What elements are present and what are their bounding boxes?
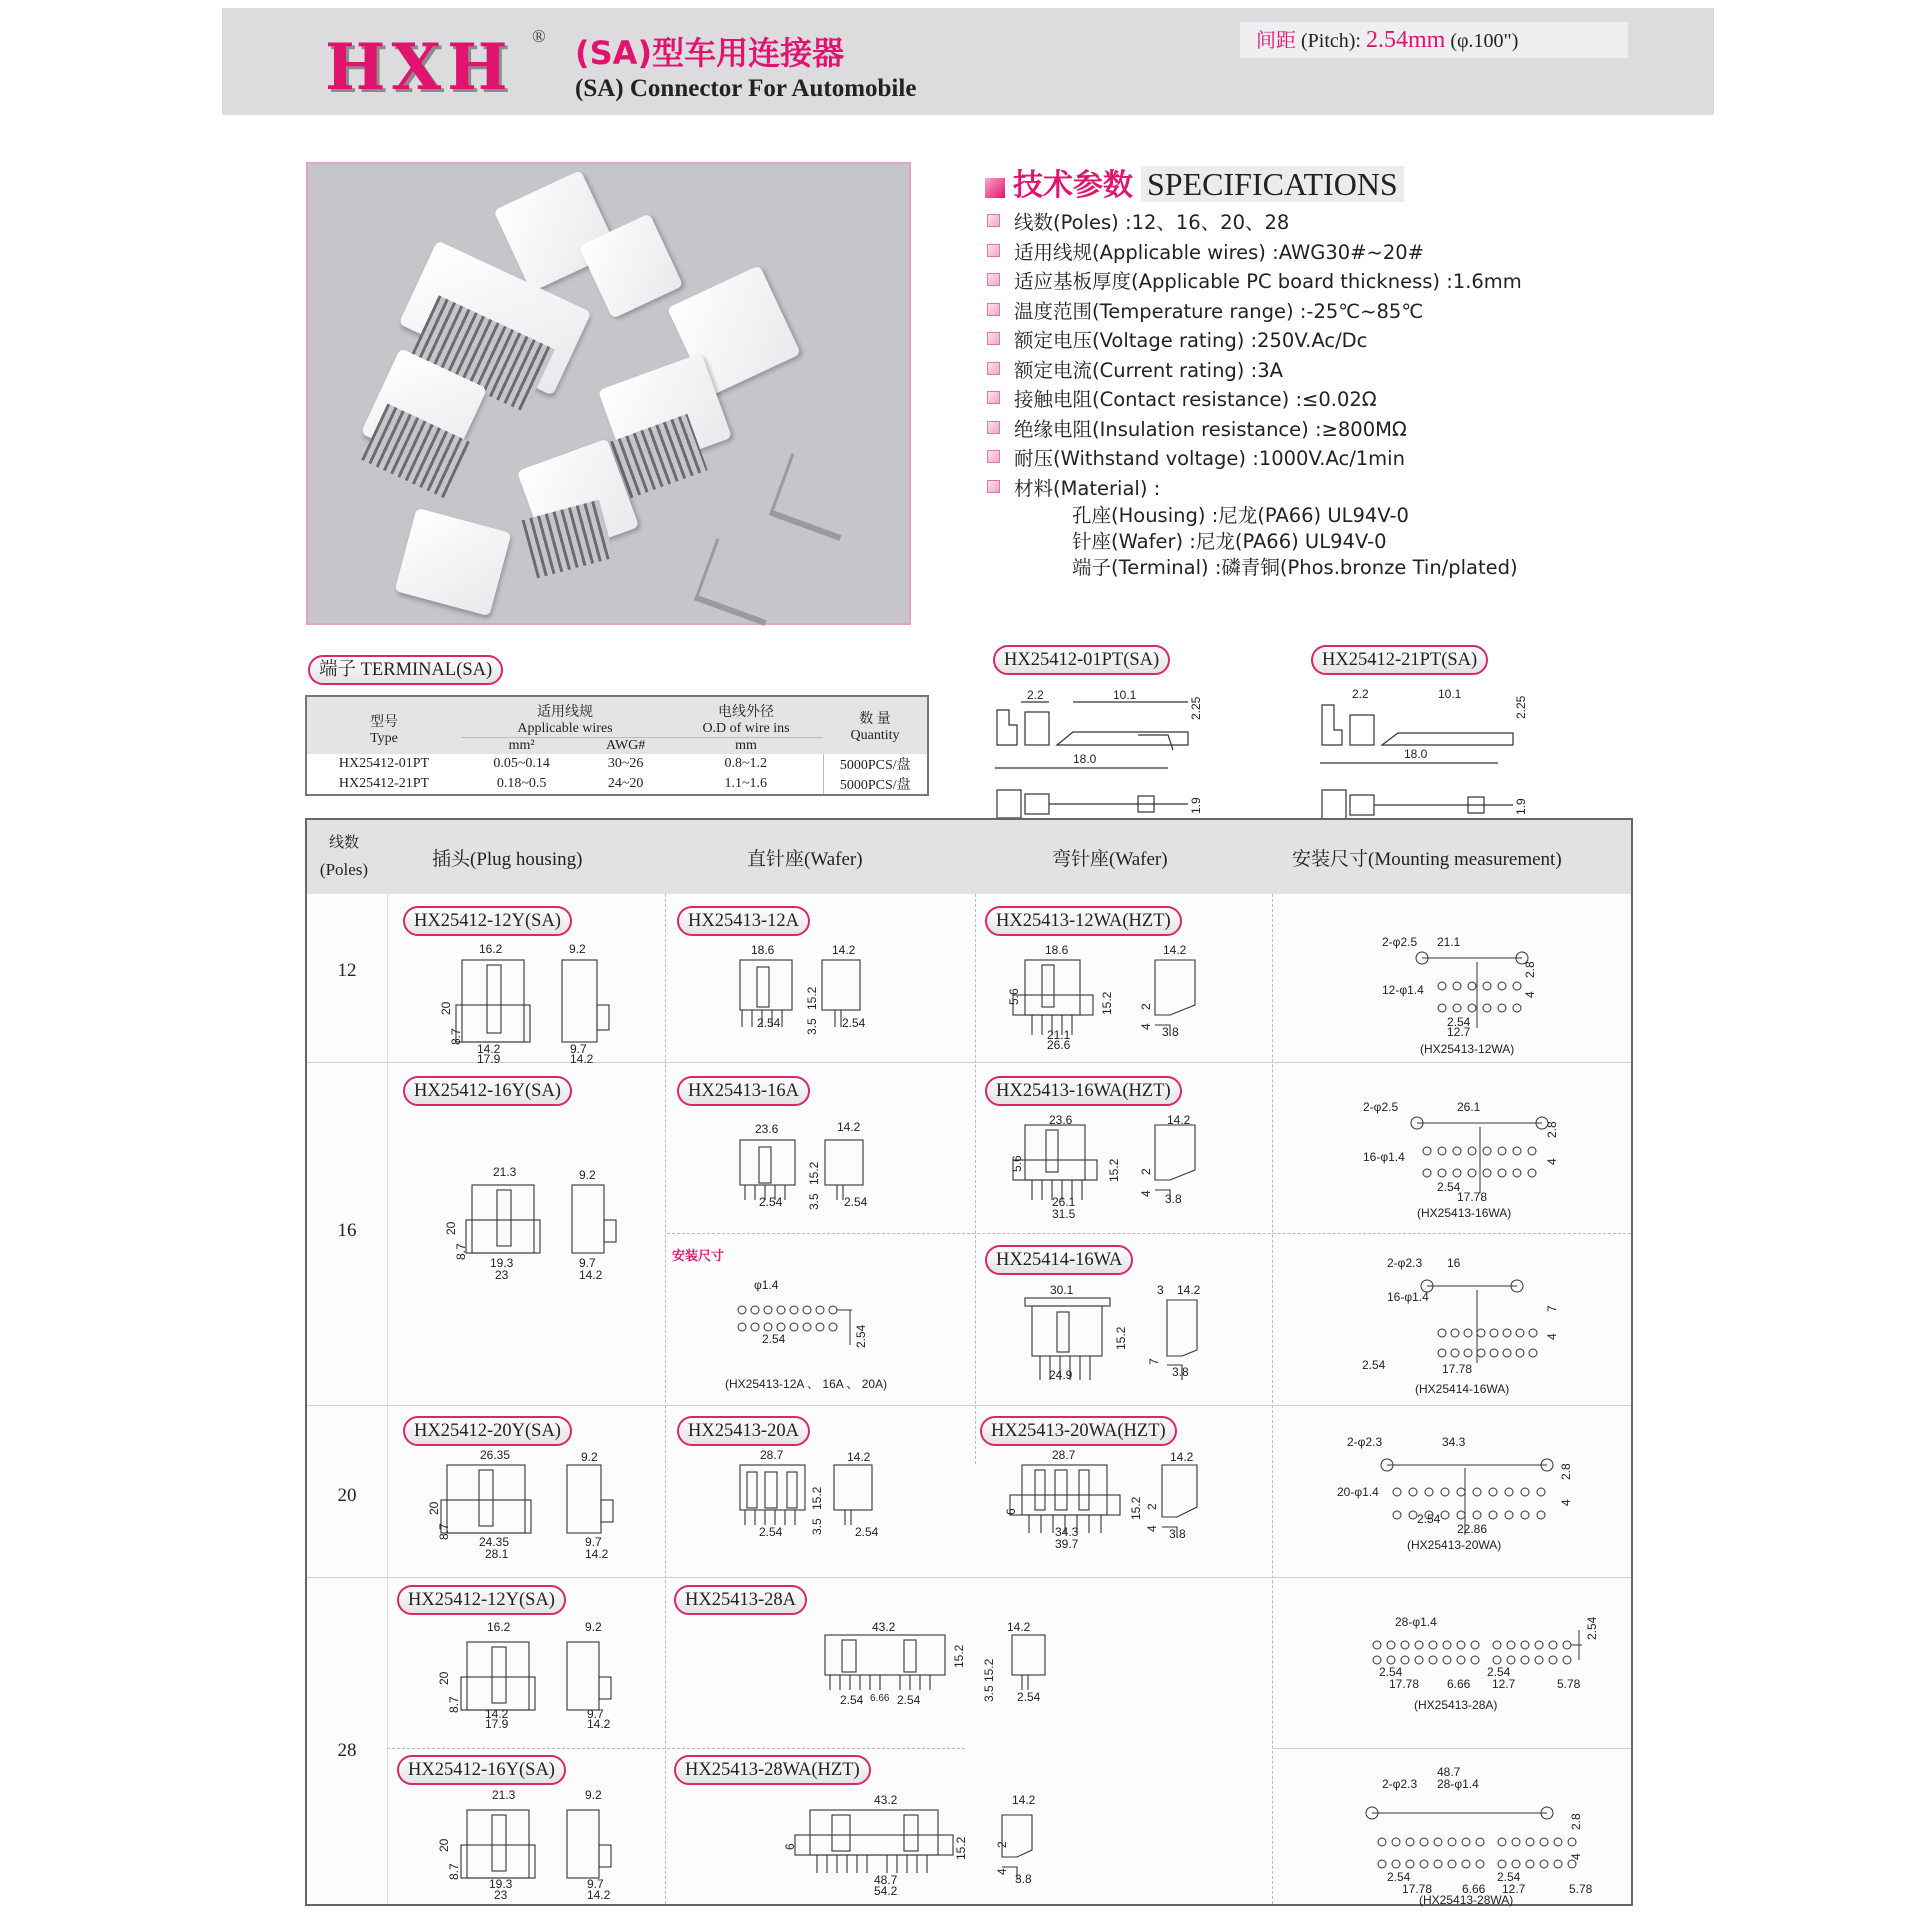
plug-housing-drawing-icon: [452, 1175, 662, 1285]
pitch-inch: (φ.100"): [1450, 30, 1519, 52]
pitch-box: [1240, 22, 1628, 58]
terminal-image: [769, 453, 862, 541]
spec-item: 接触电阻(Contact resistance) :≤0.02Ω: [987, 385, 1522, 415]
wafer-image: [395, 508, 512, 616]
terminal-side-view-icon: [993, 690, 1203, 820]
bent-wafer-drawing-icon: [792, 1805, 1052, 1905]
plug-housing-drawing-icon: [447, 1632, 657, 1742]
part-label: HX25412-12Y(SA): [403, 906, 572, 936]
mounting-hole-pattern-icon: [732, 1300, 892, 1360]
part-label: HX25413-12WA(HZT): [985, 906, 1182, 936]
terminal-21pt-drawing: 2.2 10.1 18.0 2.25 1.9: [1318, 685, 1528, 820]
pitch-label-cn: 间距: [1256, 28, 1296, 52]
divider: [387, 894, 388, 1904]
poles-16: 16: [337, 1220, 357, 1241]
product-table: 线数 (Poles) 插头(Plug housing) 直针座(Wafer) 弯针座(Wafer) 安装尺寸(Mounting measurement) 12 16 20 28 HX25412-12Y(SA) HX25413-12A HX25413-12WA(HZT) 16.2 9.2 20 8.7 14.2 17.9 9.7 14.2 18.6 14.2 15.2 3.5 2.54 2.54 18.6 14.2 5.6 15.2 21.1 26.6 2 4 3.8 2-φ2.5 21.1 12-φ1.4 2.8 4 2.54 12.7 (HX25413-12WA) HX25412-16Y(SA) HX25413-16A HX25413-16WA(HZT) 21.3 9.2 20 8.7 19.3 23 9.7 14.2 23.6 14.2 15.2 3.5 2.54 2.54 安装尺寸 φ1.4 2.54 2.54 (HX25413-12A 、 16A 、 20A) 23.6 14.2 5.6 15.2 26.1 31.5 2 4 3.8 2-φ2.5 26.1 16-φ1.4 2.8 4 2.54 17.78 (HX25413-16WA) HX25414-16WA 30.1 3 14.2 15.2 24.9 7 3.8 2-φ2.3 16 16-φ1.4 7 4 2.54 17.78 (HX25414-16WA) HX25412-20Y(SA) HX25413-20A HX25413-20WA(HZT) 26.35 9.2 20 8.7 24.35 28.1 9.7 14.2 28.7 14.2 15.2 3.5 2.54 2.54 28.7 14.2 6 15.2 34.3 39.7 2 4 3.8 2-φ2.3 34.3 20-φ1.4 2.8 4 2.54 22.86 (HX25413-20WA) HX25412-12Y(SA) HX25413-28A 16.2 9.2 20 8.7 14.2 17.9 9.7 14.2 43.2 14.2 15.2 15.2 3.5 2.54 6.66 2.54 2.54 28-φ1.4 2.54 2.54 17.78 6.66 2.54 12.7 5.78 (HX25413-28A) HX25412-16Y(SA) HX25413-28WA(HZT) 21.3 9.2 20 8.7 19.3 23 9.7 14.2 43.2 14.2 6 15.2 48.7 54.2 2 4 3.8 48.7 2-φ2.3 28-φ1.4 2.8 4 2.54 17.78 6.66 2.54 12.7 5.78 (HX25413-28WA): [305, 818, 1633, 1906]
divider: [975, 894, 976, 1464]
part-label: HX25413-12A: [677, 906, 810, 936]
pitch-value: 2.54mm: [1366, 27, 1446, 53]
col-mm2: mm²: [461, 738, 582, 755]
bullet-icon: [987, 214, 1000, 227]
poles-12: 12: [337, 960, 357, 981]
spec-item: 额定电压(Voltage rating) :250V.Ac/Dc: [987, 326, 1522, 356]
col-header-wafer-bent: 弯针座(Wafer): [1052, 849, 1168, 870]
part-label: HX25413-16A: [677, 1076, 810, 1106]
bullet-icon: [987, 480, 1000, 493]
spec-item: 温度范围(Temperature range) :-25℃~85℃: [987, 297, 1522, 327]
poles-28: 28: [337, 1740, 357, 1761]
col-type: 型号 Type: [370, 714, 398, 746]
page-title-en: (SA) Connector For Automobile: [575, 75, 917, 102]
bullet-icon: [987, 391, 1000, 404]
spec-item: 额定电流(Current rating) :3A: [987, 356, 1522, 386]
mounting-subtitle: 安装尺寸: [672, 1249, 725, 1264]
row-divider: [307, 1062, 1631, 1063]
material-item: 端子(Terminal) :磷青铜(Phos.bronze Tin/plated): [1072, 556, 1518, 579]
material-item: 孔座(Housing) :尼龙(PA66) UL94V-0: [1072, 504, 1409, 527]
bullet-square-icon: [985, 178, 1005, 198]
terminal-section-label: 端子 TERMINAL(SA): [308, 655, 503, 685]
col-wires: 适用线规 Applicable wires: [517, 705, 613, 736]
specifications-title: 技术参数 SPECIFICATIONS: [985, 160, 1404, 204]
part-label: HX25413-16WA(HZT): [985, 1076, 1182, 1106]
pitch-label-en: (Pitch):: [1301, 30, 1361, 52]
plug-housing-drawing-icon: [442, 950, 652, 1060]
row-divider: [1272, 1748, 1631, 1749]
spec-item: 材料(Material) :: [987, 474, 1522, 504]
registered-mark: ®: [532, 26, 546, 46]
part-label: HX25413-28A: [674, 1585, 807, 1615]
terminal-01pt-label: HX25412-01PT(SA): [993, 645, 1170, 675]
bullet-icon: [987, 303, 1000, 316]
spec-item: 线数(Poles) :12、16、20、28: [987, 208, 1522, 238]
col-od-unit: mm: [669, 738, 823, 755]
part-label: HX25413-28WA(HZT): [674, 1755, 871, 1785]
bullet-icon: [987, 332, 1000, 345]
part-label: HX25412-12Y(SA): [397, 1585, 566, 1615]
table-row: HX25412-21PT 0.18~0.5 24~20 1.1~1.6 5000PCS/盘: [306, 774, 928, 795]
poles-20: 20: [337, 1485, 357, 1506]
spec-item: 耐压(Withstand voltage) :1000V.Ac/1min: [987, 444, 1522, 474]
col-od: 电线外径 O.D of wire ins: [702, 705, 790, 736]
col-qty: 数 量 Quantity: [850, 711, 900, 743]
spec-item: 适用线规(Applicable wires) :AWG30#~20#: [987, 238, 1522, 268]
col-header-plug: 插头(Plug housing): [432, 849, 583, 870]
table-row: HX25412-01PT 0.05~0.14 30~26 0.8~1.2 5000PCS/盘: [306, 754, 928, 774]
bullet-icon: [987, 244, 1000, 257]
specifications-list: [987, 208, 1522, 581]
bullet-icon: [987, 362, 1000, 375]
material-item: 针座(Wafer) :尼龙(PA66) UL94V-0: [1072, 530, 1387, 553]
bullet-icon: [987, 421, 1000, 434]
terminal-image: [694, 538, 787, 626]
mounting-hole-pattern-icon: [1367, 1268, 1587, 1388]
part-label: HX25412-16Y(SA): [397, 1755, 566, 1785]
divider: [665, 894, 666, 1904]
part-label: HX25414-16WA: [985, 1245, 1133, 1275]
row-divider: [307, 1577, 1631, 1578]
terminal-01pt-drawing: 2.2 10.1 18.0 2.25 1.9: [993, 690, 1203, 820]
terminal-21pt-label: HX25412-21PT(SA): [1311, 645, 1488, 675]
terminal-table: [305, 695, 929, 796]
part-label: HX25413-20WA(HZT): [980, 1416, 1177, 1446]
part-label: HX25413-20A: [677, 1416, 810, 1446]
spec-item: 绝缘电阻(Insulation resistance) :≥800MΩ: [987, 415, 1522, 445]
product-photo: [306, 162, 911, 625]
spec-item: 适应基板厚度(Applicable PC board thickness) :1.6mm: [987, 267, 1522, 297]
plug-housing-drawing-icon: [427, 1460, 657, 1570]
bullet-icon: [987, 273, 1000, 286]
plug-housing-drawing-icon: [447, 1800, 657, 1910]
col-awg: AWG#: [582, 738, 669, 755]
row-divider: [307, 1405, 1631, 1406]
col-header-wafer-straight: 直针座(Wafer): [747, 849, 863, 870]
divider: [1272, 894, 1273, 1904]
col-header-poles: 线数 (Poles): [319, 833, 369, 879]
row-divider: [667, 1233, 1631, 1234]
brand-logo: HXH: [325, 30, 514, 105]
col-header-mounting: 安装尺寸(Mounting measurement): [1292, 849, 1562, 870]
page-title-cn: (SA)型车用连接器: [575, 34, 845, 72]
row-divider: [387, 1748, 965, 1749]
part-label: HX25412-20Y(SA): [403, 1416, 572, 1446]
part-label: HX25412-16Y(SA): [403, 1076, 572, 1106]
bullet-icon: [987, 450, 1000, 463]
